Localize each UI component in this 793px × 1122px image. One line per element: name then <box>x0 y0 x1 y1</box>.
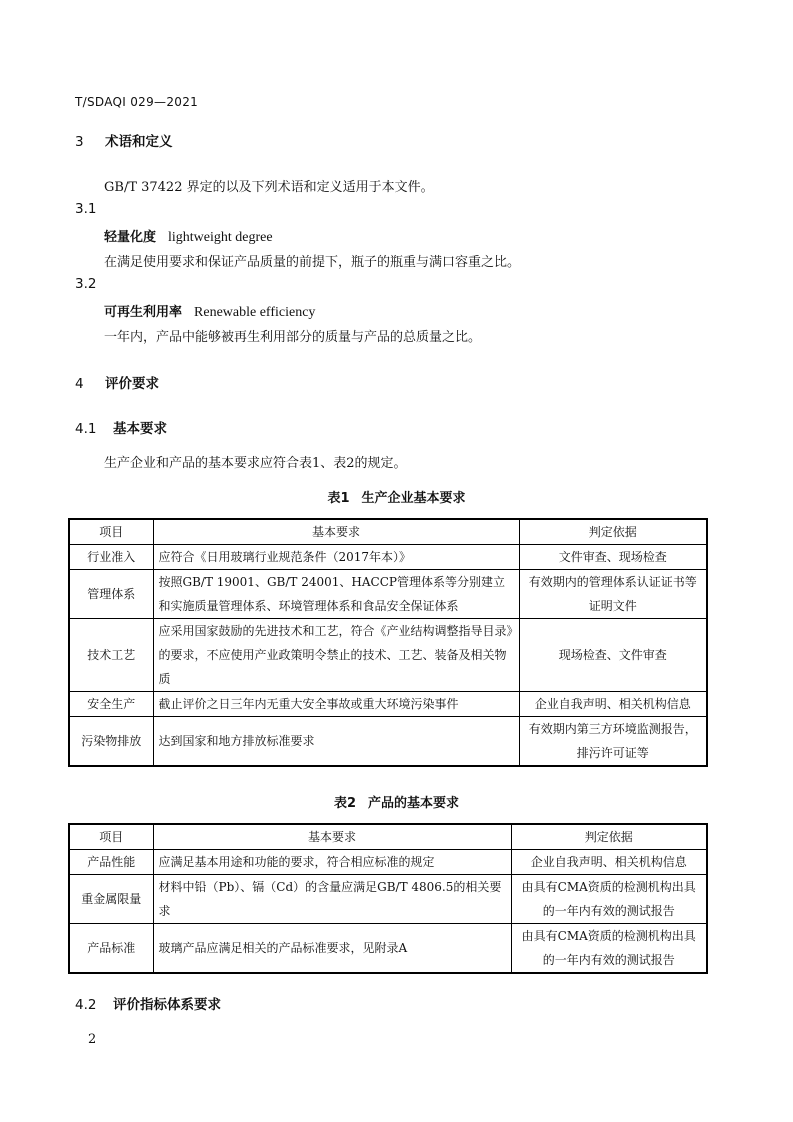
cell-item: 安全生产 <box>69 692 153 717</box>
section-number: 3 <box>75 134 84 150</box>
section-title: 评价指标体系要求 <box>113 997 221 1013</box>
term-3-1-definition: 在满足使用要求和保证产品质量的前提下，瓶子的瓶重与满口容重之比。 <box>104 255 521 270</box>
table-header-row <box>69 824 707 850</box>
header-item: 项目 <box>69 824 153 850</box>
cell-requirement: 达到国家和地方排放标准要求 <box>153 717 519 767</box>
term-3-1 <box>104 226 273 246</box>
caption-title: 生产企业基本要求 <box>361 491 466 506</box>
cell-requirement: 应满足基本用途和功能的要求，符合相应标准的规定 <box>153 850 511 875</box>
table-row <box>69 692 707 717</box>
section-4-1-heading <box>75 417 167 437</box>
section-3-intro: GB/T 37422 界定的以及下列术语和定义适用于本文件。 <box>104 180 434 195</box>
table-row <box>69 619 707 692</box>
cell-requirement: 玻璃产品应满足相关的产品标准要求，见附录A <box>153 924 511 974</box>
term-en: lightweight degree <box>168 230 273 245</box>
caption-number: 表2 <box>333 796 357 811</box>
term-3-2 <box>104 301 315 321</box>
term-zh: 可再生利用率 <box>104 305 183 320</box>
cell-item: 污染物排放 <box>69 717 153 767</box>
term-en: Renewable efficiency <box>194 305 316 320</box>
header-requirement: 基本要求 <box>153 824 511 850</box>
table-row <box>69 924 707 974</box>
term-3-2-definition: 一年内，产品中能够被再生利用部分的质量与产品的总质量之比。 <box>104 330 482 345</box>
section-number: 4 <box>75 376 84 392</box>
section-number: 4.1 <box>75 421 97 437</box>
table-row <box>69 717 707 767</box>
cell-basis: 由具有CMA资质的检测机构出具的一年内有效的测试报告 <box>511 875 707 924</box>
cell-item: 技术工艺 <box>69 619 153 692</box>
cell-requirement: 按照GB/T 19001、GB/T 24001、HACCP管理体系等分别建立和实施质量管理体系、环境管理体系和食品安全保证体系 <box>153 570 519 619</box>
term-3-1-number: 3.1 <box>75 201 97 217</box>
table-row <box>69 850 707 875</box>
section-title: 基本要求 <box>113 421 167 437</box>
table-2 <box>68 823 708 974</box>
cell-item: 产品标准 <box>69 924 153 974</box>
document-id-header: T/SDAQI 029—2021 <box>75 95 199 109</box>
cell-item: 行业准入 <box>69 545 153 570</box>
caption-title: 产品的基本要求 <box>368 796 460 811</box>
cell-basis: 企业自我声明、相关机构信息 <box>511 850 707 875</box>
cell-basis: 由具有CMA资质的检测机构出具的一年内有效的测试报告 <box>511 924 707 974</box>
section-4-heading <box>75 372 159 392</box>
term-zh: 轻量化度 <box>104 230 157 245</box>
cell-basis: 有效期内的管理体系认证证书等证明文件 <box>519 570 707 619</box>
cell-basis: 企业自我声明、相关机构信息 <box>519 692 707 717</box>
section-4-2-heading <box>75 993 221 1013</box>
cell-basis: 有效期内第三方环境监测报告，排污许可证等 <box>519 717 707 767</box>
header-basis: 判定依据 <box>519 519 707 545</box>
caption-number: 表1 <box>327 491 350 506</box>
table-1-caption <box>0 487 793 506</box>
table-2-caption <box>0 792 793 811</box>
cell-item: 产品性能 <box>69 850 153 875</box>
table-1 <box>68 518 708 767</box>
cell-requirement: 应符合《日用玻璃行业规范条件（2017年本）》 <box>153 545 519 570</box>
section-3-heading <box>75 130 173 150</box>
cell-basis: 现场检查、文件审查 <box>519 619 707 692</box>
table-row <box>69 570 707 619</box>
section-4-1-intro: 生产企业和产品的基本要求应符合表1、表2的规定。 <box>104 456 407 471</box>
header-item: 项目 <box>69 519 153 545</box>
section-number: 4.2 <box>75 997 97 1013</box>
table-row <box>69 545 707 570</box>
cell-requirement: 截止评价之日三年内无重大安全事故或重大环境污染事件 <box>153 692 519 717</box>
cell-item: 管理体系 <box>69 570 153 619</box>
table-header-row <box>69 519 707 545</box>
cell-basis: 文件审查、现场检查 <box>519 545 707 570</box>
section-title: 评价要求 <box>105 376 159 392</box>
table-row <box>69 875 707 924</box>
cell-requirement: 应采用国家鼓励的先进技术和工艺，符合《产业结构调整指导目录》的要求，不应使用产业政策明令禁止的技术、工艺、装备及相关物质 <box>153 619 519 692</box>
term-3-2-number: 3.2 <box>75 276 97 292</box>
cell-item: 重金属限量 <box>69 875 153 924</box>
section-title: 术语和定义 <box>105 134 173 150</box>
header-requirement: 基本要求 <box>153 519 519 545</box>
header-basis: 判定依据 <box>511 824 707 850</box>
page-number: 2 <box>88 1032 97 1047</box>
cell-requirement: 材料中铅（Pb）、镉（Cd）的含量应满足GB/T 4806.5的相关要求 <box>153 875 511 924</box>
